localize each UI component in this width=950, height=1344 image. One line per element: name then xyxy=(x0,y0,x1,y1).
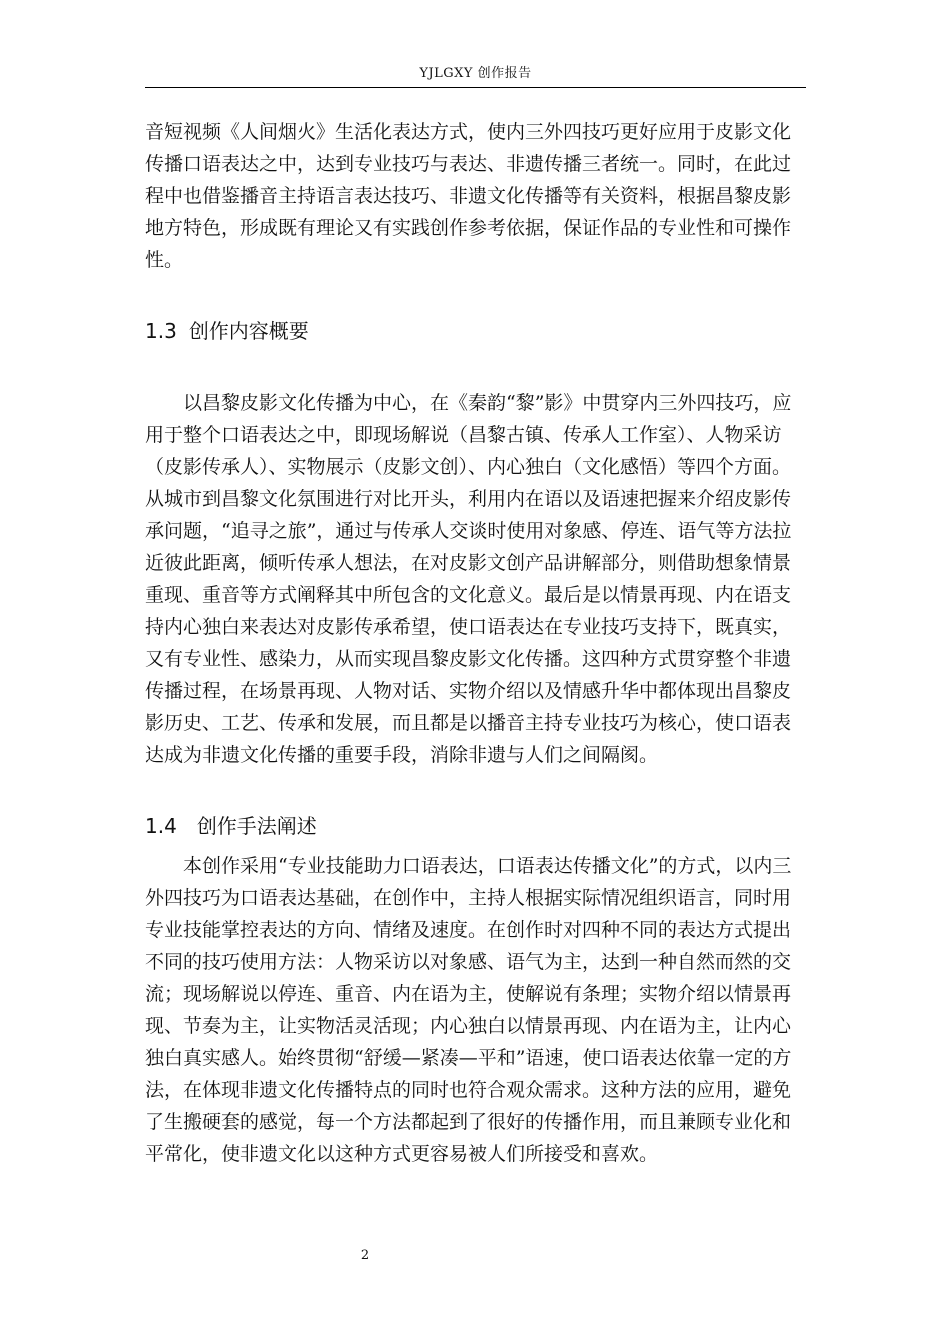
body-paragraph: 以昌黎皮影文化传播为中心，在《秦韵“黎”影》中贯穿内三外四技巧，应用于整个口语表达之中，即现场解说（昌黎古镇、传承人工作室）、人物采访（皮影传承人）、实物展示（皮影文创）、内心独白（文化感悟）等四个方面。从城市到昌黎文化氛围进行对比开头，利用内在语以及语速把握来介绍皮影传承问题，“追寻之旅”，通过与传承人交谈时使用对象感、停连、语气等方法拉近彼此距离，倾听传承人想法，在对皮影文创产品讲解部分，则借助想象情景重现、重音等方式阐释其中所包含的文化意义。最后是以情景再现、内在语支持内心独白来表达对皮影传承希望，使口语表达在专业技巧支持下，既真实，又有专业性、感染力，从而实现昌黎皮影文化传播。这四种方式贯穿整个非遗传播过程，在场景再现、人物对话、实物介绍以及情感升华中都体现出昌黎皮影历史、工艺、传承和发展，而且都是以播音主持专业技巧为核心，使口语表达成为非遗文化传播的重要手段，消除非遗与人们之间隔阂。 xyxy=(145,392,792,766)
header-divider xyxy=(145,87,806,88)
section-heading-1-3 xyxy=(145,317,806,345)
section-title: 创作内容概要 xyxy=(188,319,309,343)
page-number: 2 xyxy=(360,1248,370,1263)
section-title: 创作手法阐述 xyxy=(196,814,317,838)
body-paragraph: 本创作采用“专业技能助力口语表达，口语表达传播文化”的方式，以内三外四技巧为口语表达基础，在创作中，主持人根据实际情况组织语言，同时用专业技能掌控表达的方向、情绪及速度。在创作时对四种不同的表达方式提出不同的技巧使用方法：人物采访以对象感、语气为主，达到一种自然而然的交流；现场解说以停连、重音、内在语为主，使解说有条理；实物介绍以情景再现、节奏为主，让实物活灵活现；内心独白以情景再现、内在语为主，让内心独白真实感人。始终贯彻“舒缓—紧凑—平和”语速，使口语表达依靠一定的方法，在体现非遗文化传播特点的同时也符合观众需求。这种方法的应用，避免了生搬硬套的感觉，每一个方法都起到了很好的传播作用，而且兼顾专业化和平常化，使非遗文化以这种方式更容易被人们所接受和喜欢。 xyxy=(145,855,792,1165)
section-heading-1-4 xyxy=(145,812,806,840)
section-number: 1.3 xyxy=(145,319,177,343)
body-paragraph: 音短视频《人间烟火》生活化表达方式，使内三外四技巧更好应用于皮影文化传播口语表达之中，达到专业技巧与表达、非遗传播三者统一。同时，在此过程中也借鉴播音主持语言表达技巧、非遗文化传播等有关资料，根据昌黎皮影地方特色，形成既有理论又有实践创作参考依据，保证作品的专业性和可操作性。 xyxy=(145,121,792,271)
section-number: 1.4 xyxy=(145,814,177,838)
page-header: YJLGXY 创作报告 xyxy=(419,66,532,81)
